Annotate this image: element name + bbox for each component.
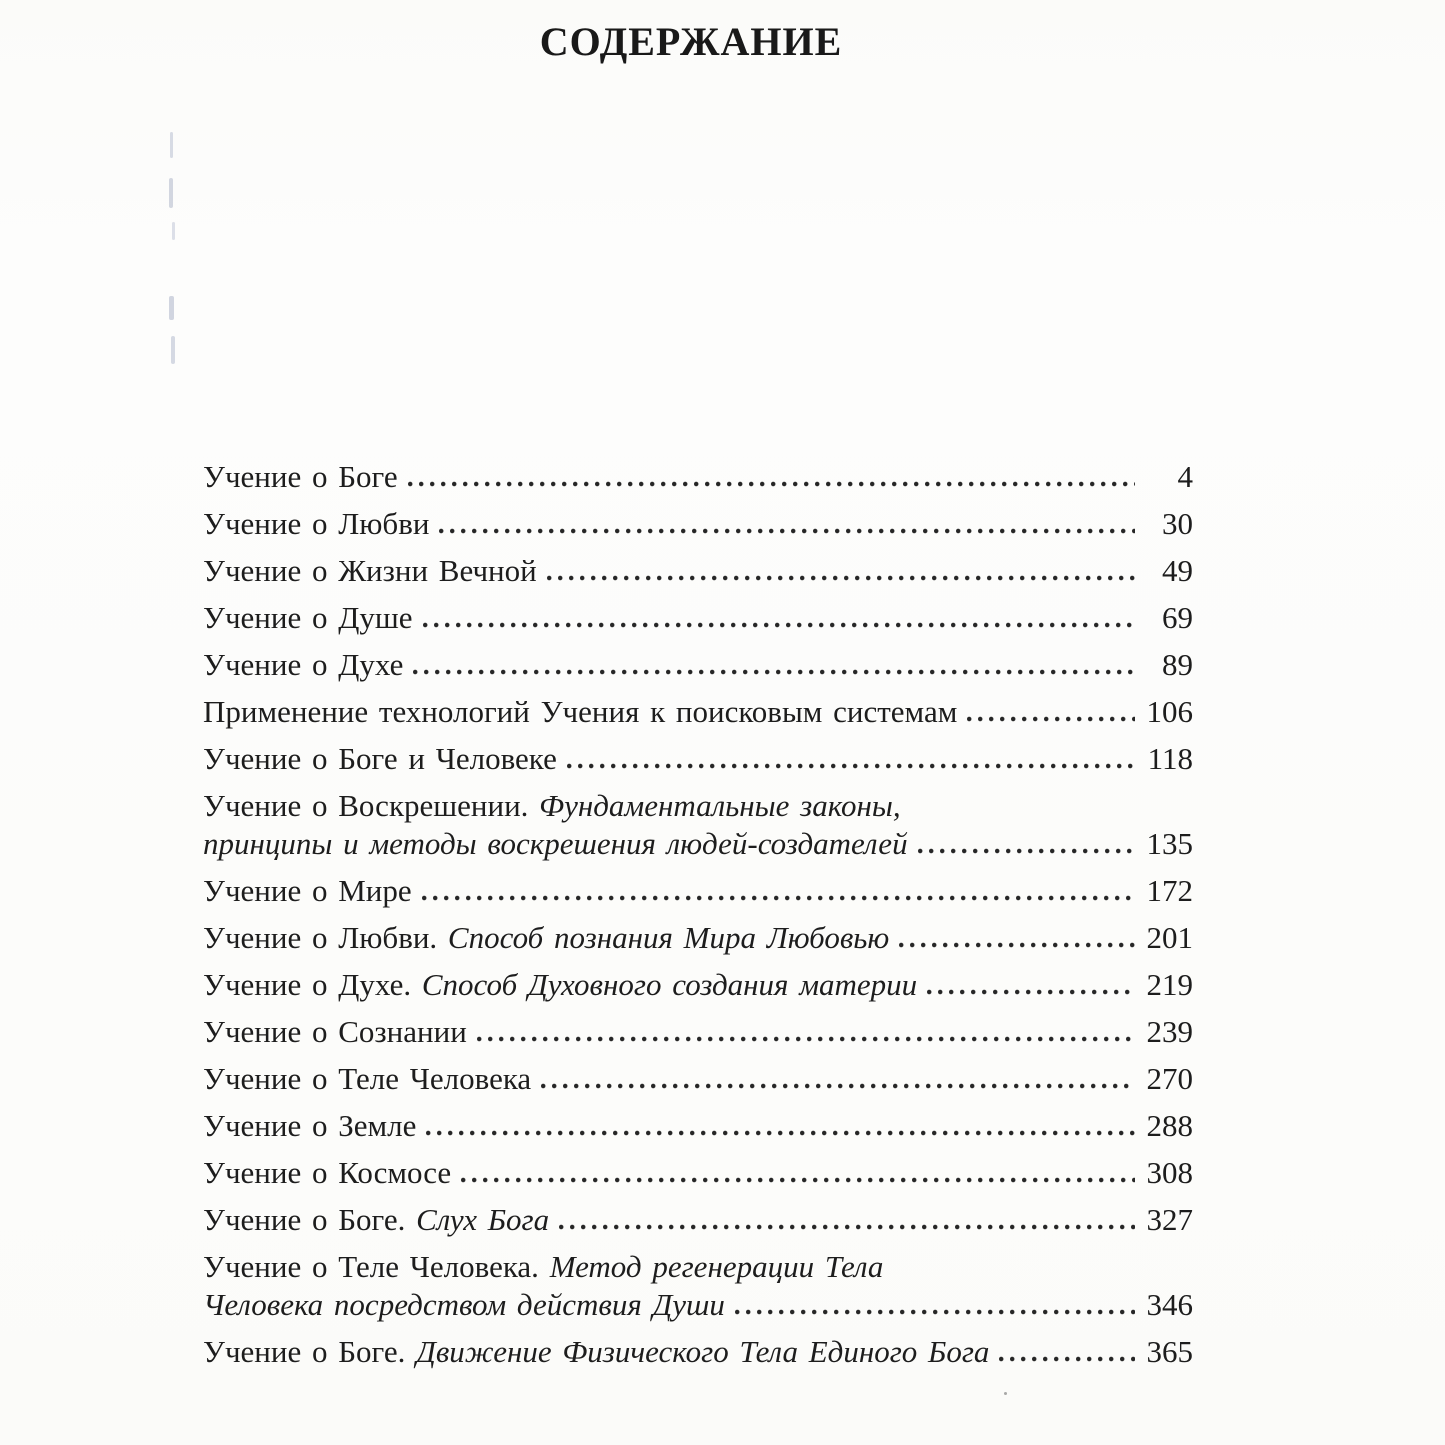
toc-line [203,966,1193,1004]
page-number: 346 [1146,1287,1193,1322]
page-number: 89 [1162,647,1193,682]
chapter-title: Учение о Жизни Вечной [203,553,537,588]
toc-entry [203,1060,1193,1098]
chapter-title: Учение о Боге и Человеке [203,741,557,776]
toc-line [203,919,1193,957]
page-number: 327 [1146,1202,1193,1237]
page-number: 288 [1146,1108,1193,1143]
chapter-title: Учение о Космосе [203,1155,452,1190]
toc-line [203,458,1193,496]
toc-line [203,599,1193,637]
chapter-title: Учение о Земле [203,1108,417,1143]
chapter-title: Учение о Сознании [203,1014,467,1049]
dot-leader [461,1177,1135,1183]
toc-line [203,1013,1193,1051]
chapter-title: Учение о Боге. [203,1202,417,1237]
dot-leader [477,1036,1135,1042]
chapter-title: Учение о Душе [203,600,413,635]
chapter-title: Учение о Воскрешении. [203,788,540,823]
toc-line [203,872,1193,910]
toc-entry [203,1154,1193,1192]
toc-entry [203,966,1193,1004]
dot-leader [735,1309,1135,1315]
dot-leader [547,575,1135,581]
chapter-subtitle: Фундаментальные законы, [539,788,901,823]
page-number: 4 [1177,459,1193,494]
chapter-title: Учение о Любви. [203,920,448,955]
toc-line [203,693,1193,731]
toc-line [203,552,1193,590]
toc-entry [203,919,1193,957]
chapter-subtitle: Слух Бога [416,1202,550,1237]
chapter-title: Учение о Теле Человека. [203,1249,550,1284]
page-number: 49 [1162,553,1193,588]
toc-line [203,1248,1193,1286]
dot-leader [541,1083,1135,1089]
toc-line [203,1060,1193,1098]
toc-line [203,505,1193,543]
toc-entry [203,458,1193,496]
dot-leader [423,622,1135,628]
scan-mark [172,222,175,240]
chapter-title: Применение технологий Учения к поисковым системам [203,694,958,729]
page-number: 239 [1146,1014,1193,1049]
chapter-subtitle: Движение Физического Тела Единого Бога [416,1334,990,1369]
chapter-title: Учение о Боге [203,459,398,494]
toc-entry [203,505,1193,543]
page-number: 69 [1162,600,1193,635]
toc-line [203,787,1193,825]
scan-mark [171,336,175,364]
page-number: 30 [1162,506,1193,541]
dot-leader [426,1130,1135,1136]
chapter-subtitle: Метод регенерации Тела [549,1249,884,1284]
page-number: 201 [1146,920,1193,955]
toc-line [203,1333,1193,1371]
chapter-title: Учение о Любви [203,506,430,541]
scan-mark [170,132,173,158]
page-number: 106 [1146,694,1193,729]
dot-leader [927,989,1135,995]
chapter-subtitle: принципы и методы воскрешения людей-создателей [203,826,908,861]
toc-entry [203,740,1193,778]
page-number: 219 [1146,967,1193,1002]
scan-mark [169,296,174,320]
toc-entry [203,552,1193,590]
toc-entry [203,872,1193,910]
page-number: 118 [1147,741,1193,776]
toc-entry [203,1248,1193,1324]
toc-entry [203,1013,1193,1051]
dot-leader [408,481,1135,487]
page-number: 270 [1146,1061,1193,1096]
toc-entry [203,646,1193,684]
dot-leader [439,528,1135,534]
toc-line [203,825,1193,863]
chapter-title: Учение о Теле Человека [203,1061,532,1096]
dot-leader [567,763,1135,769]
scan-mark [1004,1392,1007,1395]
page-number: 365 [1146,1334,1193,1369]
chapter-title: Учение о Мире [203,873,412,908]
toc-line [203,740,1193,778]
dot-leader [967,716,1135,722]
toc-entry [203,693,1193,731]
toc-line [203,1154,1193,1192]
page-title: СОДЕРЖАНИЕ [539,19,843,64]
scan-mark [169,178,173,208]
dot-leader [918,848,1135,854]
toc-line [203,1201,1193,1239]
toc-line [203,646,1193,684]
toc-line [203,1286,1193,1324]
page-number: 172 [1146,873,1193,908]
dot-leader [413,669,1135,675]
chapter-subtitle: Человека посредством действия Души [203,1287,725,1322]
toc-entry [203,1333,1193,1371]
toc-entry [203,599,1193,637]
chapter-title: Учение о Духе. [203,967,422,1002]
dot-leader [899,942,1135,948]
chapter-title: Учение о Духе [203,647,404,682]
toc-entry [203,1201,1193,1239]
dot-leader [559,1224,1135,1230]
chapter-subtitle: Способ познания Мира Любовью [447,920,890,955]
table-of-contents [203,458,1193,1380]
toc-line [203,1107,1193,1145]
toc-entry [203,1107,1193,1145]
chapter-subtitle: Способ Духовного создания материи [421,967,918,1002]
dot-leader [999,1356,1135,1362]
page-number: 308 [1146,1155,1193,1190]
dot-leader [422,895,1135,901]
toc-entry [203,787,1193,863]
page-number: 135 [1146,826,1193,861]
chapter-title: Учение о Боге. [203,1334,417,1369]
